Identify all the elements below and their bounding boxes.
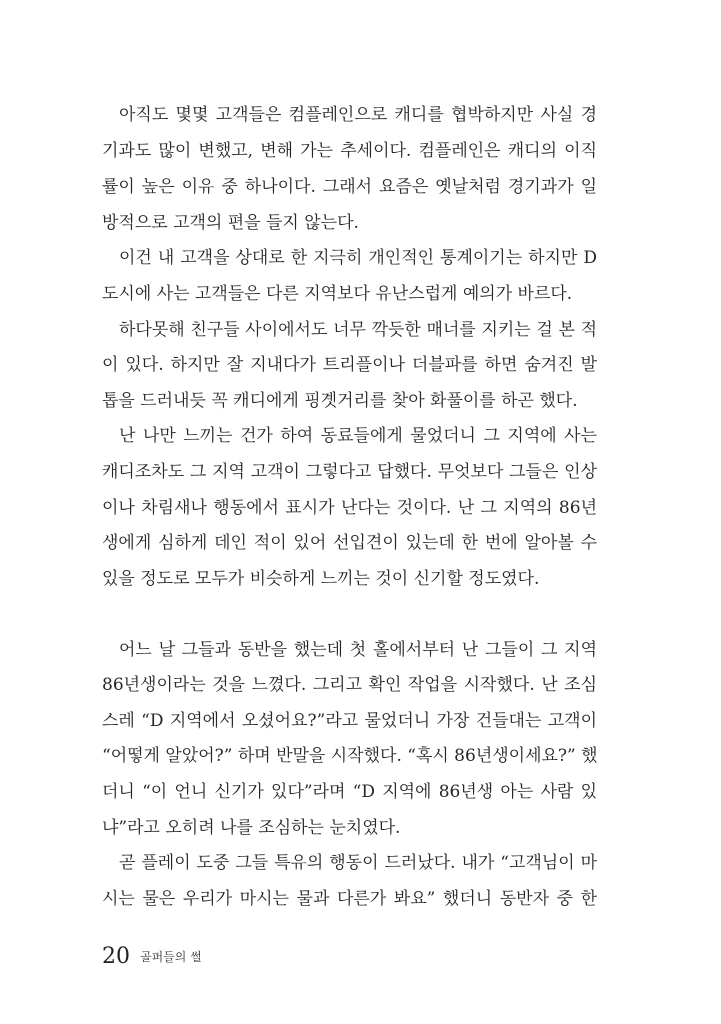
body-text-line: 더니 “이 언니 신기가 있다”라며 “D 지역에 86년생 아는 사람 있	[102, 782, 597, 802]
body-text-line: 방적으로 고객의 편을 들지 않는다.	[102, 213, 359, 233]
body-text-line: 이 있다. 하지만 잘 지내다가 트리플이나 더블파를 하면 숨겨진 발	[102, 355, 597, 375]
body-text-line: 이나 차림새나 행동에서 표시가 난다는 것이다. 난 그 지역의 86년	[102, 498, 597, 518]
body-text-line: 냐”라고 오히려 나를 조심하는 눈치였다.	[102, 818, 401, 838]
body-text-line: 난 나만 느끼는 건가 하여 동료들에게 물었더니 그 지역에 사는	[119, 426, 597, 446]
body-text-line: 이건 내 고객을 상대로 한 지극히 개인적인 통계이기는 하지만 D	[119, 248, 597, 268]
body-text-line: 곧 플레이 도중 그들 특유의 행동이 드러났다. 내가 “고객님이 마	[119, 853, 597, 873]
running-title: 골퍼들의 썰	[140, 950, 202, 964]
body-text-line: “어떻게 알았어?” 하며 반말을 시작했다. “혹시 86년생이세요?” 했	[102, 746, 598, 766]
body-text-line: 아직도 몇몇 고객들은 컴플레인으로 캐디를 협박하지만 사실 경	[119, 105, 597, 125]
body-text-line: 도시에 사는 고객들은 다른 지역보다 유난스럽게 예의가 바르다.	[102, 284, 573, 304]
body-text-line: 률이 높은 이유 중 하나이다. 그래서 요즘은 옛날처럼 경기과가 일	[102, 177, 597, 197]
body-text-line: 어느 날 그들과 동반을 했는데 첫 홀에서부터 난 그들이 그 지역	[119, 640, 597, 660]
body-text-line: 캐디조차도 그 지역 고객이 그렇다고 답했다. 무엇보다 그들은 인상	[102, 462, 597, 482]
body-text-line: 생에게 심하게 데인 적이 있어 선입견이 있는데 한 번에 알아볼 수	[102, 533, 597, 553]
body-text-line: 하다못해 친구들 사이에서도 너무 깍듯한 매너를 지키는 걸 본 적	[119, 320, 597, 340]
body-text-line: 스레 “D 지역에서 오셨어요?”라고 물었더니 가장 건들대는 고객이	[102, 711, 597, 731]
body-text-line: 86년생이라는 것을 느꼈다. 그리고 확인 작업을 시작했다. 난 조심	[102, 675, 597, 695]
body-text-line: 시는 물은 우리가 마시는 물과 다른가 봐요” 했더니 동반자 중 한	[102, 889, 597, 909]
body-text-line: 있을 정도로 모두가 비슷하게 느끼는 것이 신기할 정도였다.	[102, 569, 540, 589]
body-text-line: 기과도 많이 변했고, 변해 가는 추세이다. 컴플레인은 캐디의 이직	[102, 141, 597, 161]
body-text-line: 톱을 드러내듯 꼭 캐디에게 핑곗거리를 찾아 화풀이를 하곤 했다.	[102, 391, 578, 411]
page-number: 20	[102, 944, 130, 969]
